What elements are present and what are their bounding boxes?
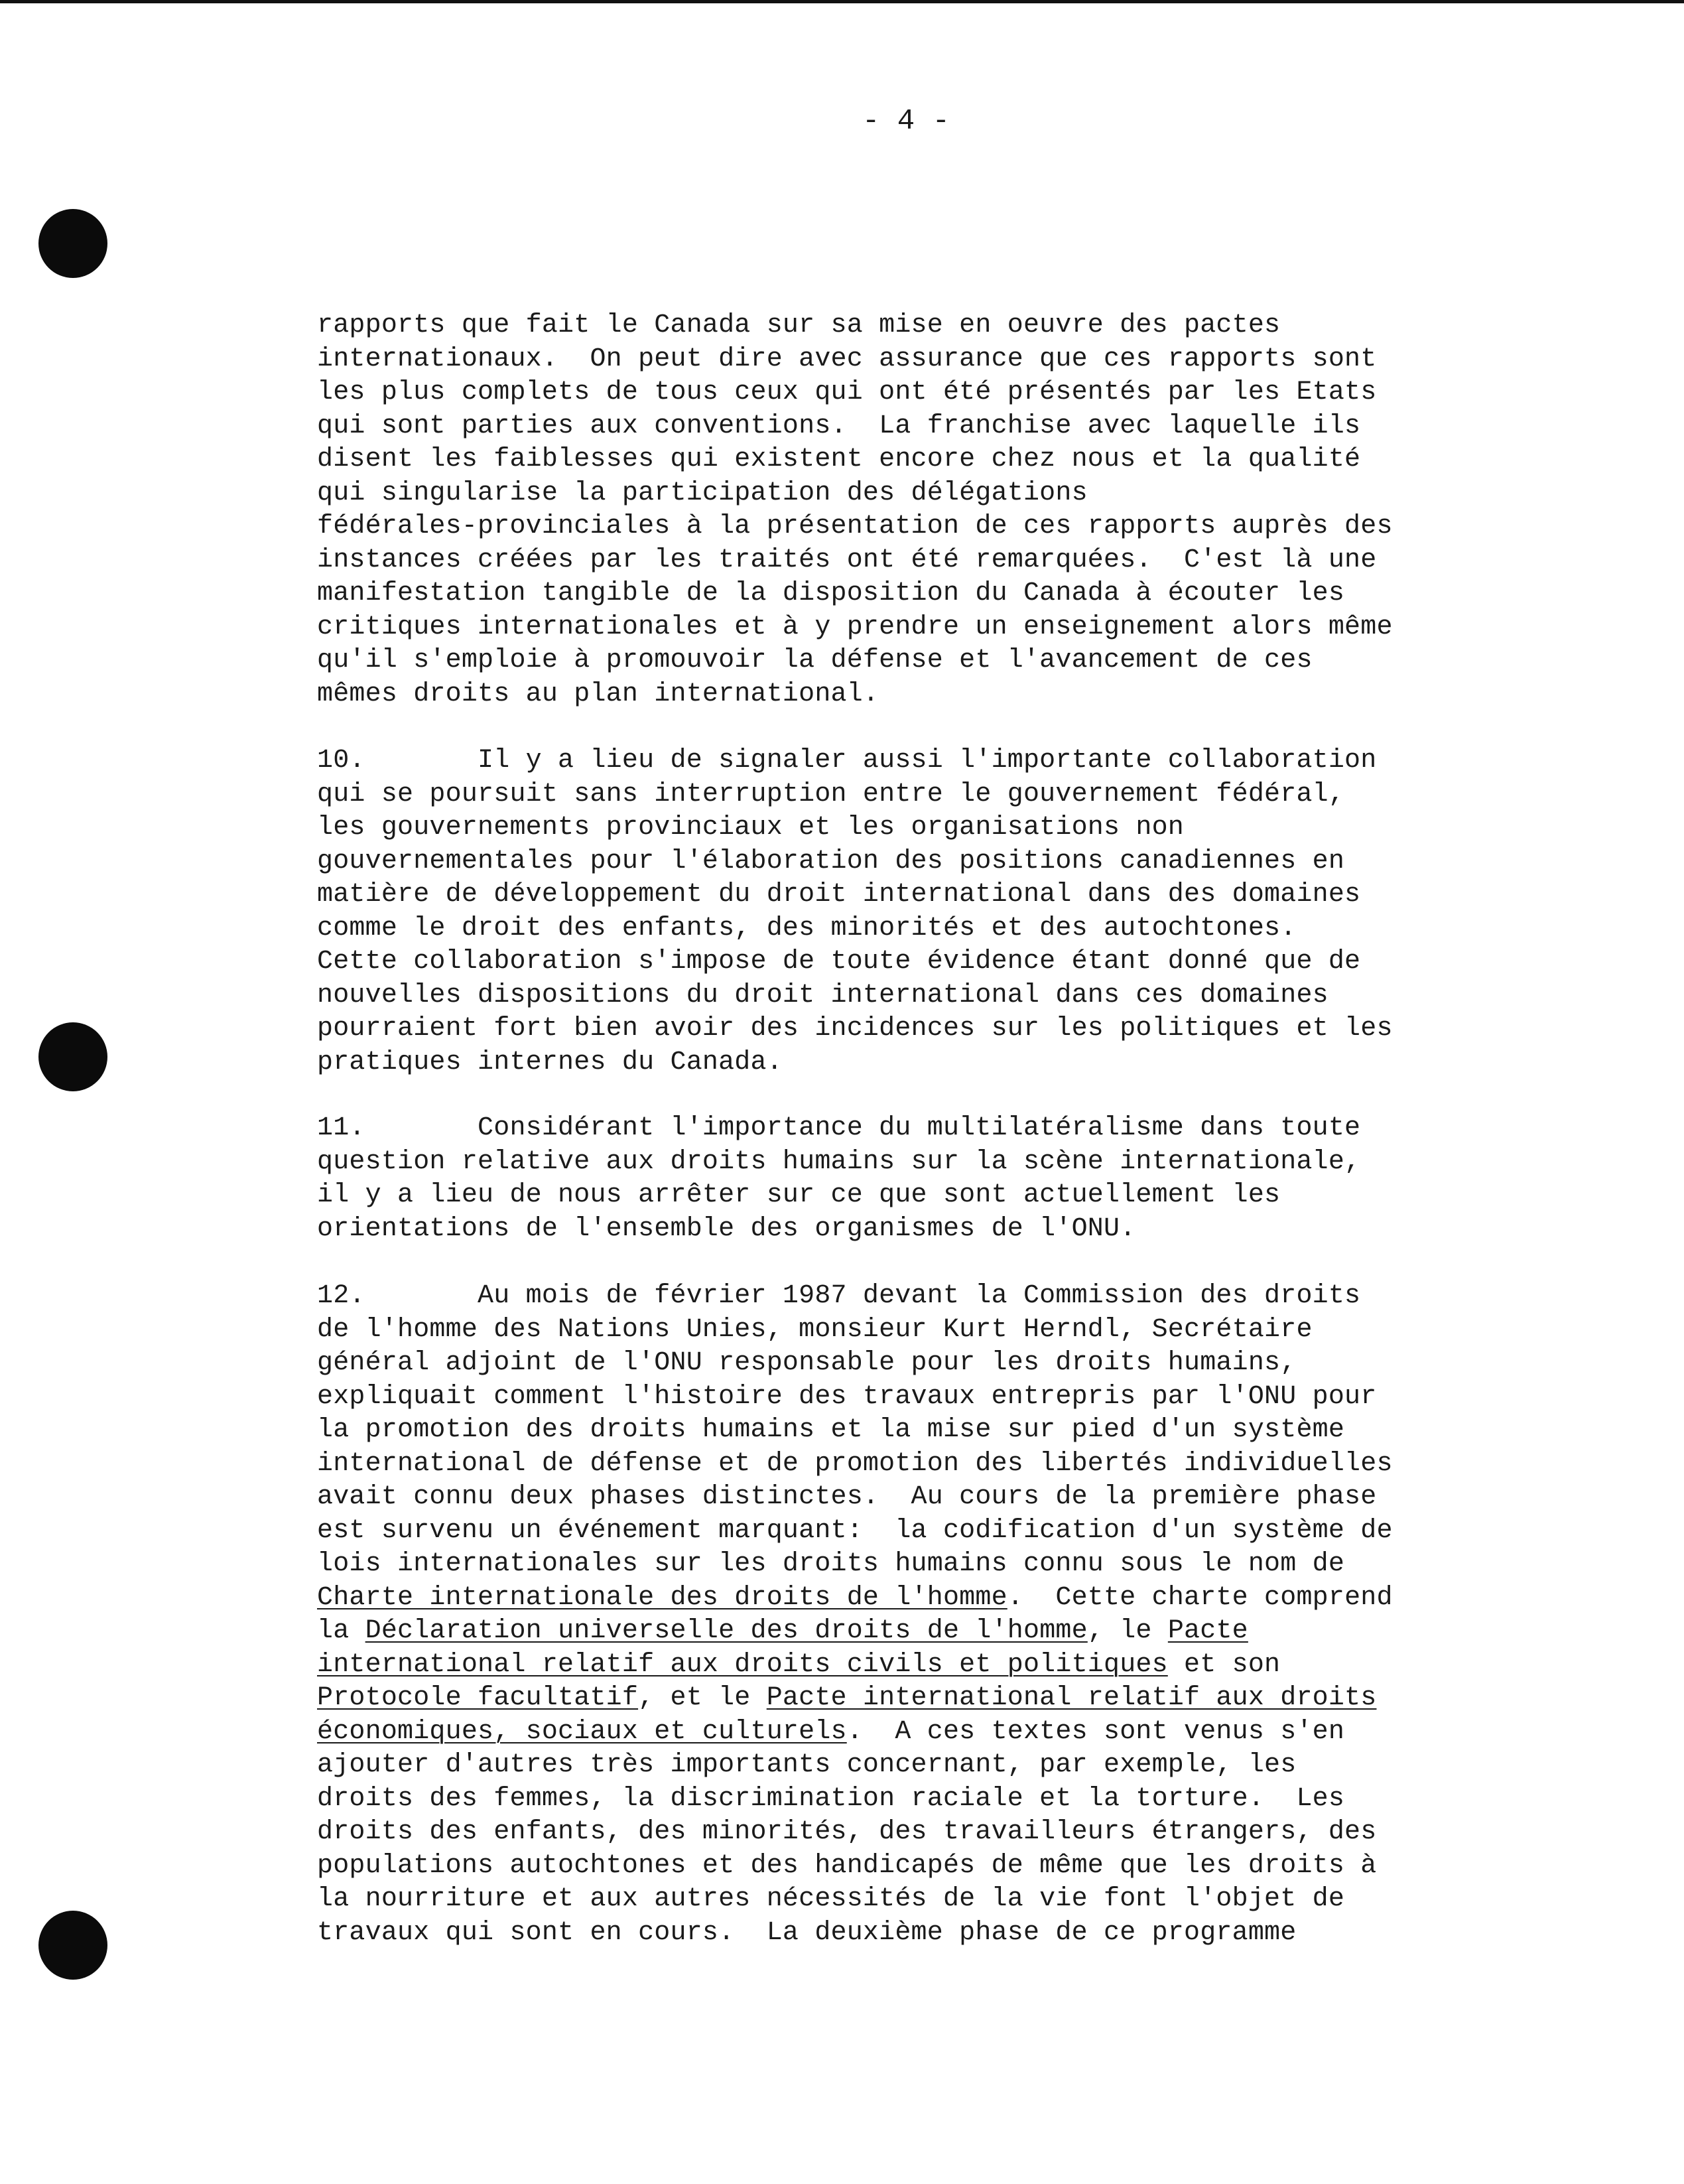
text-line: populations autochtones et des handicapés de même que les droits à <box>317 1850 1377 1881</box>
declaration-title-underlined: Déclaration universelle des droits de l'homme <box>365 1616 1088 1646</box>
text-line: il y a lieu de nous arrêter sur ce que sont actuellement les <box>317 1180 1281 1210</box>
economic-pact-title-start-underlined: Pacte international relatif aux droits <box>766 1683 1377 1713</box>
text-line: droits des enfants, des minorités, des travailleurs étrangers, des <box>317 1817 1377 1847</box>
text-line: expliquait comment l'histoire des travaux entrepris par l'ONU pour <box>317 1381 1377 1412</box>
text-line: critiques internationales et à y prendre un enseignement alors même <box>317 612 1393 642</box>
paragraph-12 <box>317 1280 1458 1950</box>
text-line: avait connu deux phases distinctes. Au cours de la première phase <box>317 1482 1377 1512</box>
text-fragment: , et le <box>638 1683 767 1713</box>
paragraph-continuation <box>317 309 1458 711</box>
text-line: 12. Au mois de février 1987 devant la Commission des droits <box>317 1281 1361 1311</box>
text-line: internationaux. On peut dire avec assurance que ces rapports sont <box>317 344 1377 374</box>
text-line: qu'il s'emploie à promouvoir la défense et l'avancement de ces <box>317 646 1313 675</box>
text-line: droits des femmes, la discrimination raciale et la torture. Les <box>317 1783 1345 1814</box>
text-line: qui se poursuit sans interruption entre le gouvernement fédéral, <box>317 779 1345 809</box>
text-line-charter <box>317 1582 1458 1615</box>
text-line: instances créées par les traités ont été remarquées. C'est là une <box>317 545 1377 575</box>
text-fragment: la <box>317 1616 365 1646</box>
text-line-declaration <box>317 1615 1458 1649</box>
text-line: qui singularise la participation des délégations <box>317 478 1088 508</box>
text-fragment: , le <box>1087 1616 1168 1646</box>
text-line: pourraient fort bien avoir des incidences sur les politiques et les <box>317 1014 1393 1044</box>
text-line: disent les faiblesses qui existent encore chez nous et la qualité <box>317 444 1361 474</box>
text-fragment: . Cette charte comprend <box>1007 1582 1393 1613</box>
text-line-civil-pact <box>317 1649 1458 1682</box>
charter-title-underlined: Charte internationale des droits de l'homme <box>317 1582 1007 1613</box>
text-line-protocol <box>317 1682 1458 1716</box>
text-line: la nourriture et aux autres nécessités de la vie font l'objet de <box>317 1884 1345 1914</box>
text-line: qui sont parties aux conventions. La franchise avec laquelle ils <box>317 411 1361 441</box>
text-line: est survenu un événement marquant: la codification d'un système de <box>317 1515 1393 1546</box>
text-line: lois internationales sur les droits humains connu sous le nom de <box>317 1549 1345 1579</box>
text-line: général adjoint de l'ONU responsable pour les droits humains, <box>317 1348 1297 1378</box>
text-line: manifestation tangible de la disposition du Canada à écouter les <box>317 579 1345 608</box>
text-fragment: et son <box>1167 1649 1281 1680</box>
text-line: gouvernementales pour l'élaboration des positions canadiennes en <box>317 846 1345 876</box>
text-line: nouvelles dispositions du droit international dans ces domaines <box>317 980 1328 1010</box>
text-line: international de défense et de promotion des libertés individuelles <box>317 1448 1393 1479</box>
text-line: question relative aux droits humains sur la scène internationale, <box>317 1146 1361 1177</box>
text-fragment: . A ces textes sont venus s'en <box>846 1716 1345 1747</box>
text-line: 10. Il y a lieu de signaler aussi l'importante collaboration <box>317 746 1377 776</box>
paragraph-11 <box>317 1112 1458 1246</box>
text-line: mêmes droits au plan international. <box>317 679 879 709</box>
text-line-economic-pact <box>317 1716 1458 1749</box>
text-line: les gouvernements provinciaux et les organisations non <box>317 813 1185 843</box>
text-line: matière de développement du droit international dans des domaines <box>317 880 1361 910</box>
text-line: de l'homme des Nations Unies, monsieur Kurt Herndl, Secrétaire <box>317 1314 1313 1345</box>
top-edge-rule <box>0 0 1684 3</box>
civil-pact-title-underlined: international relatif aux droits civils et politiques <box>317 1649 1168 1680</box>
text-line: travaux qui sont en cours. La deuxième phase de ce programme <box>317 1917 1297 1948</box>
text-line: comme le droit des enfants, des minorités et des autochtones. <box>317 913 1297 943</box>
binder-hole-bottom <box>38 1911 107 1980</box>
text-line: les plus complets de tous ceux qui ont été présentés par les Etats <box>317 377 1377 407</box>
text-line: ajouter d'autres très importants concernant, par exemple, les <box>317 1750 1297 1780</box>
text-line: orientations de l'ensemble des organismes de l'ONU. <box>317 1213 1136 1244</box>
text-line: pratiques internes du Canada. <box>317 1047 783 1077</box>
text-line: 11. Considérant l'importance du multilatéralisme dans toute <box>317 1113 1361 1143</box>
paragraph-10 <box>317 744 1458 1079</box>
economic-pact-title-underlined: économiques, sociaux et culturels <box>317 1716 847 1747</box>
protocol-title-underlined: Protocole facultatif <box>317 1683 639 1713</box>
page-number: - 4 - <box>862 105 950 138</box>
text-line: Cette collaboration s'impose de toute évidence étant donné que de <box>317 947 1361 977</box>
text-line: fédérales-provinciales à la présentation de ces rapports auprès des <box>317 512 1393 541</box>
text-line: rapports que fait le Canada sur sa mise en oeuvre des pactes <box>317 310 1281 340</box>
civil-pact-title-start-underlined: Pacte <box>1167 1616 1248 1646</box>
text-line: la promotion des droits humains et la mise sur pied d'un système <box>317 1415 1345 1445</box>
binder-hole-top <box>38 209 107 278</box>
binder-hole-middle <box>38 1022 107 1091</box>
